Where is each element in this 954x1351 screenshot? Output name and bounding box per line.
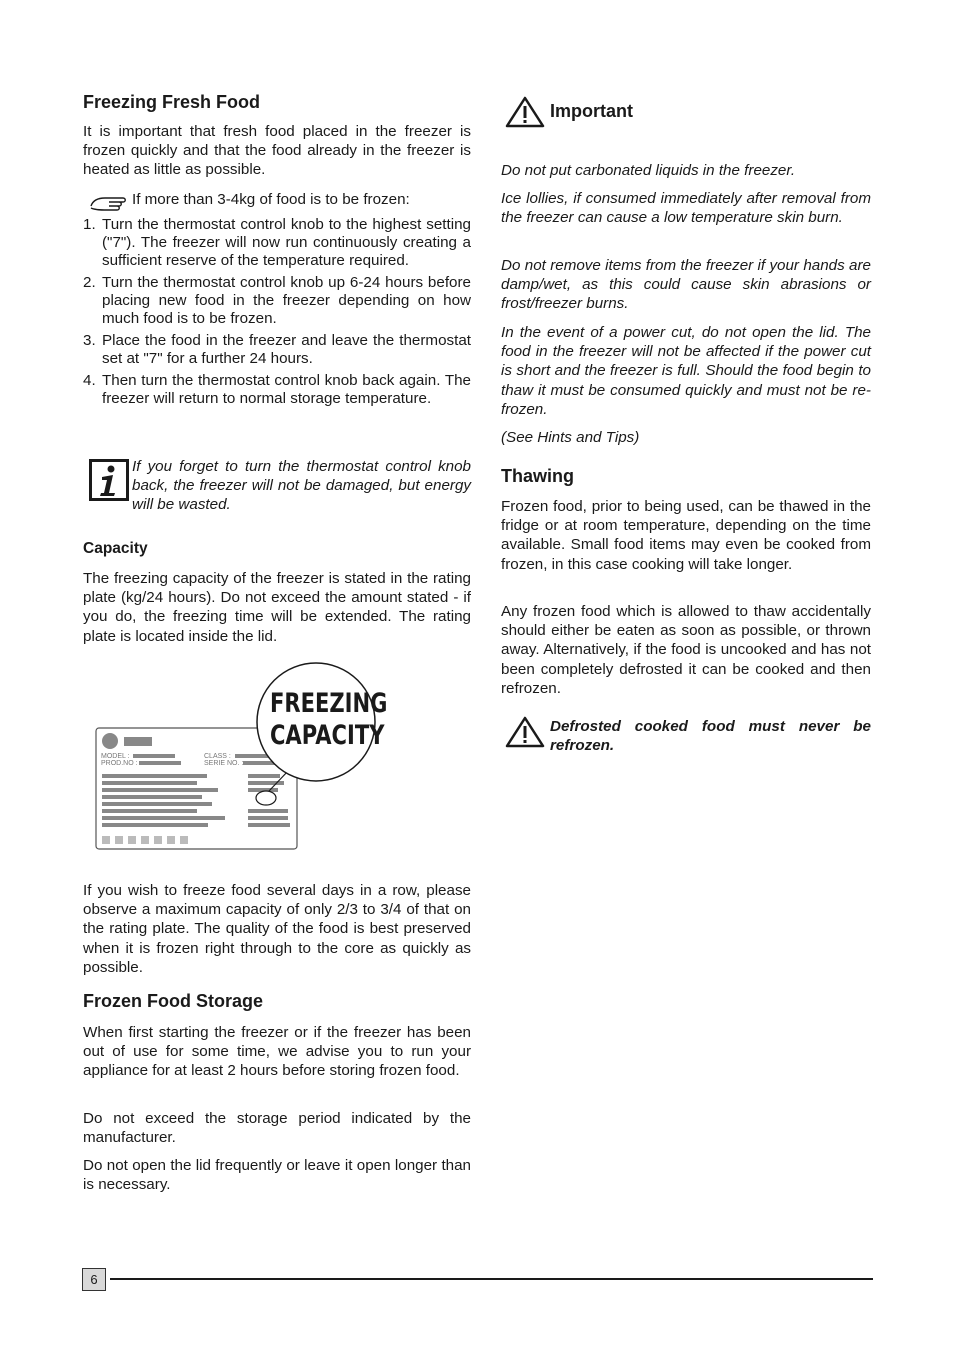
important-item: Ice lollies, if consumed immediately after removal from the freezer can cause a low temperature skin burn. (501, 190, 871, 227)
rating-plate-illustration (83, 660, 388, 855)
freezing-capacity-bubble: FREEZING CAPACITY (269, 688, 388, 751)
capacity-text-2: If you wish to freeze food several days in a row, please observe a maximum capacity of only 2/3 to 3/4 of that on the rating plate. The quality of the food is best preserved when it is frozen right through to the core as quickly as possible. (83, 882, 471, 976)
tip-text: If more than 3-4kg of food is to be frozen: (132, 191, 410, 208)
capacity-text: The freezing capacity of the freezer is stated in the rating plate (kg/24 hours). Do not exceed the amount stated - if you do, the freezing time will be extended. The rating plate is located inside the lid. (83, 570, 471, 645)
info-note: If you forget to turn the thermostat control knob back, the freezer will not be damaged, but energy will be wasted. (132, 458, 471, 514)
warning-icon (505, 96, 545, 133)
list-item: 4. Then turn the thermostat control knob back again. The freezer will return to normal storage temperature. (83, 372, 471, 407)
list-item: 1. Turn the thermostat control knob to the highest setting ("7"). The freezer will now run continuously creating a sufficient reserve of the temperature required. (83, 216, 471, 269)
list-item: 2. Turn the thermostat control knob up 6-24 hours before placing new food in the freezer depending on how much food is to be frozen. (83, 274, 471, 327)
info-icon (89, 459, 129, 506)
thawing-heading: Thawing (501, 466, 574, 486)
steps-list (83, 216, 471, 412)
prod-label: PROD.NO : (101, 760, 138, 767)
important-item: In the event of a power cut, do not open the lid. The food in the freezer will not be affected if the power cut is short and the freezer is full. Should the food begin to thaw it must be consumed quickly and must not be re-frozen. (501, 324, 871, 418)
freezing-fresh-food-heading: Freezing Fresh Food (83, 92, 261, 112)
thawing-p1: Frozen food, prior to being used, can be thawed in the fridge or at room temperature, depending on the time available. Small food items may even be cooked from frozen, in this case cooking will take longer. (501, 498, 871, 573)
thawing-p2: Any frozen food which is allowed to thaw accidentally should either be eaten as soon as possible, or thrown away. Alternatively, if the food is uncooked and has not been completely defrosted it can be cooked and then refrozen. (501, 603, 871, 697)
important-item: (See Hints and Tips) (501, 429, 640, 446)
warning-icon (505, 716, 545, 753)
thawing-warning: Defrosted cooked food must never be refrozen. (550, 718, 871, 755)
footer-rule (110, 1278, 873, 1280)
important-item: Do not remove items from the freezer if your hands are damp/wet, as this could cause skin abrasions or frost/freezer burns. (501, 257, 871, 313)
serie-label: SERIE NO. : (204, 760, 244, 767)
pointing-hand-icon (89, 192, 129, 219)
model-label: MODEL : (101, 753, 130, 760)
class-label: CLASS : (204, 753, 231, 760)
important-item: Do not put carbonated liquids in the freezer. (501, 162, 796, 179)
storage-p1: When first starting the freezer or if the freezer has been out of use for some time, we advise you to run your appliance for at least 2 hours before storing frozen food. (83, 1024, 471, 1080)
storage-p3: Do not open the lid frequently or leave it open longer than is necessary. (83, 1157, 471, 1194)
page-number: 6 (82, 1268, 106, 1291)
important-heading: Important (550, 101, 633, 121)
capacity-heading: Capacity (83, 540, 148, 557)
freezing-intro: It is important that fresh food placed in the freezer is frozen quickly and that the food already in the freezer is heated as little as possible. (83, 123, 471, 179)
list-item: 3. Place the food in the freezer and leave the thermostat set at "7" for a further 24 hours. (83, 332, 471, 367)
storage-p2: Do not exceed the storage period indicated by the manufacturer. (83, 1110, 471, 1147)
frozen-food-storage-heading: Frozen Food Storage (83, 991, 263, 1011)
